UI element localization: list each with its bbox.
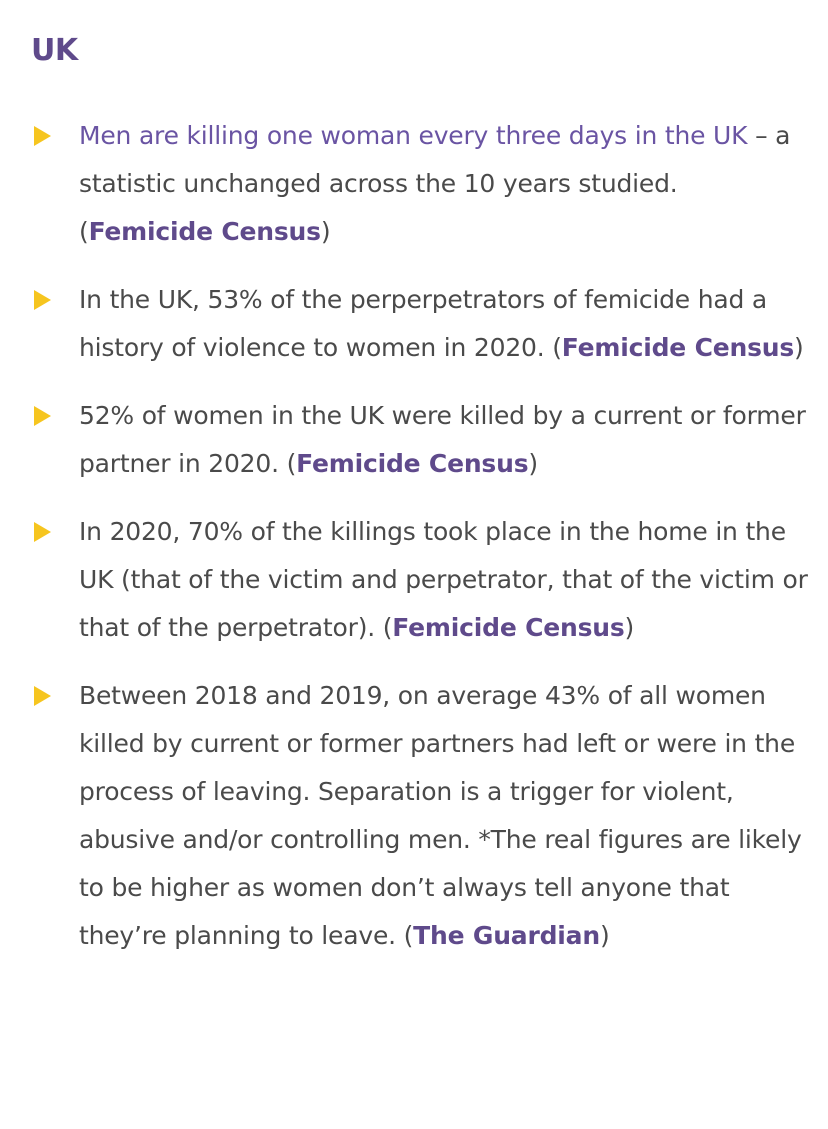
list-item (0, 276, 828, 372)
list-item (0, 672, 828, 960)
list-item (0, 392, 828, 488)
section-heading: UK (31, 33, 78, 68)
source-link[interactable]: The Guardian (413, 921, 600, 950)
source-link[interactable]: Femicide Census (392, 613, 625, 642)
item-close: ) (599, 921, 610, 950)
triangle-bullet-icon (34, 686, 51, 706)
item-close: ) (320, 217, 331, 246)
list-item (0, 112, 828, 256)
list-item (0, 508, 828, 652)
statistics-list (0, 112, 828, 980)
triangle-bullet-icon (34, 406, 51, 426)
item-text: Between 2018 and 2019, on average 43% of all women killed by current or former partners had left or were in the process of leaving. Separation is a trigger for violent, abusive and/or controlling men. *The real figures are likely to be higher as women don’t always tell anyone that they’re planning to leave. ( (79, 681, 802, 950)
source-link[interactable]: Femicide Census (561, 333, 795, 362)
triangle-bullet-icon (34, 290, 51, 310)
item-text: – a statistic unchanged across the 10 years studied. ( (79, 121, 791, 246)
item-text: In 2020, 70% of the killings took place in the home in the UK (that of the victim and perpetrator, that of the victim or that of the perpetrator). ( (79, 517, 808, 642)
item-close: ) (624, 613, 635, 642)
item-close: ) (794, 333, 804, 362)
triangle-bullet-icon (34, 522, 51, 542)
triangle-bullet-icon (34, 126, 51, 146)
item-close: ) (528, 449, 538, 478)
source-link[interactable]: Femicide Census (296, 449, 529, 478)
item-text: 52% of women in the UK were killed by a current or former partner in 2020. ( (79, 401, 806, 478)
item-text: In the UK, 53% of the perperpetrators of femicide had a history of violence to women in 2020. ( (79, 285, 768, 362)
highlight-text: Men are killing one woman every three days in the UK (79, 121, 748, 150)
source-link[interactable]: Femicide Census (88, 217, 321, 246)
